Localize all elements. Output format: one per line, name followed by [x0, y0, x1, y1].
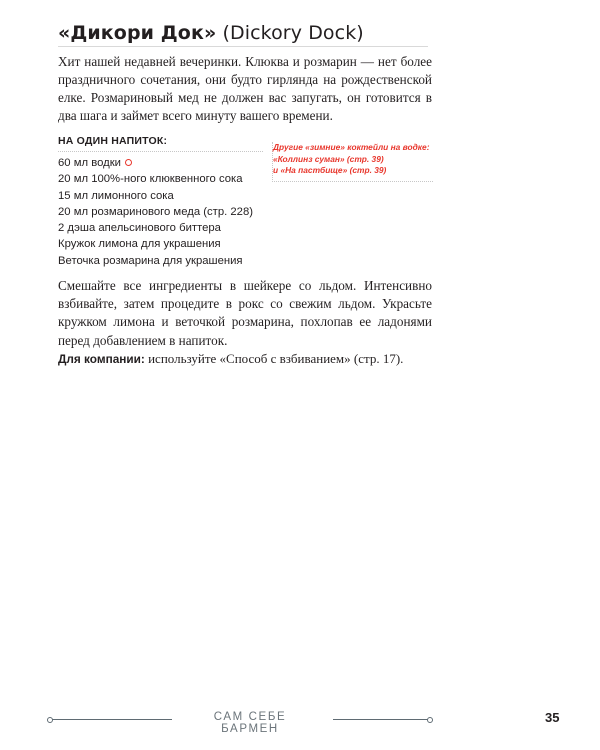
ingredient-item: 20 мл 100%-ного клюквенного сока	[58, 173, 243, 186]
ingredient-item	[58, 155, 253, 171]
title-divider	[58, 46, 428, 47]
footer-rule-end-dot	[47, 717, 53, 723]
base-spirit-circle-icon	[125, 159, 132, 166]
recipe-intro: Хит нашей недавней вечеринки. Клюква и розмарин — нет более праздничного сочетания, они будто гирлянда на рождественской елке. Розмариновый мед не должен вас запугать, он готовится в два шага и займет всего минуту вашего времени.	[58, 54, 432, 123]
for-company-text: используйте «Способ с взбиванием» (стр. 17).	[144, 351, 404, 366]
ingredient-text: 60 мл водки	[58, 157, 121, 169]
sidenote-line: Другие «зимние» коктейли на водке:	[273, 142, 430, 152]
ingredients-heading: НА ОДИН НАПИТОК:	[58, 135, 168, 147]
sidenote-line: и «На пастбище» (стр. 39)	[273, 165, 387, 175]
footer-book-title: САМ СЕБЕ БАРМЕН	[213, 711, 287, 735]
ingredient-item: Веточка розмарина для украшения	[58, 254, 243, 267]
ingredient-item: 15 мл лимонного сока	[58, 189, 174, 202]
ingredients-divider	[58, 151, 263, 152]
recipe-title	[58, 22, 364, 44]
sidenote-line: «Коллинз суман» (стр. 39)	[273, 153, 384, 164]
ingredients-list	[58, 155, 253, 269]
page-number: 35	[545, 710, 560, 725]
footer-rule-end-dot	[427, 717, 433, 723]
ingredient-item: 2 дэша апельсинового биттера	[58, 222, 221, 235]
ingredient-item: 20 мл розмаринового меда (стр. 228)	[58, 205, 254, 218]
recipe-title-en: (Dickory Dock)	[222, 22, 364, 44]
footer-rule-left	[50, 719, 172, 720]
ingredient-item: Кружок лимона для украшения	[58, 238, 221, 251]
recipe-method: Смешайте все ингредиенты в шейкере со льдом. Интенсивно взбивайте, затем процедите в рокс со свежим льдом. Украсьте кружком лимона и веточкой розмарина, похлопав ее ладонями перед добавлением в напиток.	[58, 278, 432, 348]
recipe-title-ru: «Дикори Док»	[58, 22, 217, 44]
footer-rule-right	[333, 719, 430, 720]
for-company-label: Для компании:	[58, 352, 145, 366]
for-company-note	[58, 351, 432, 367]
related-cocktails-note	[272, 142, 433, 182]
